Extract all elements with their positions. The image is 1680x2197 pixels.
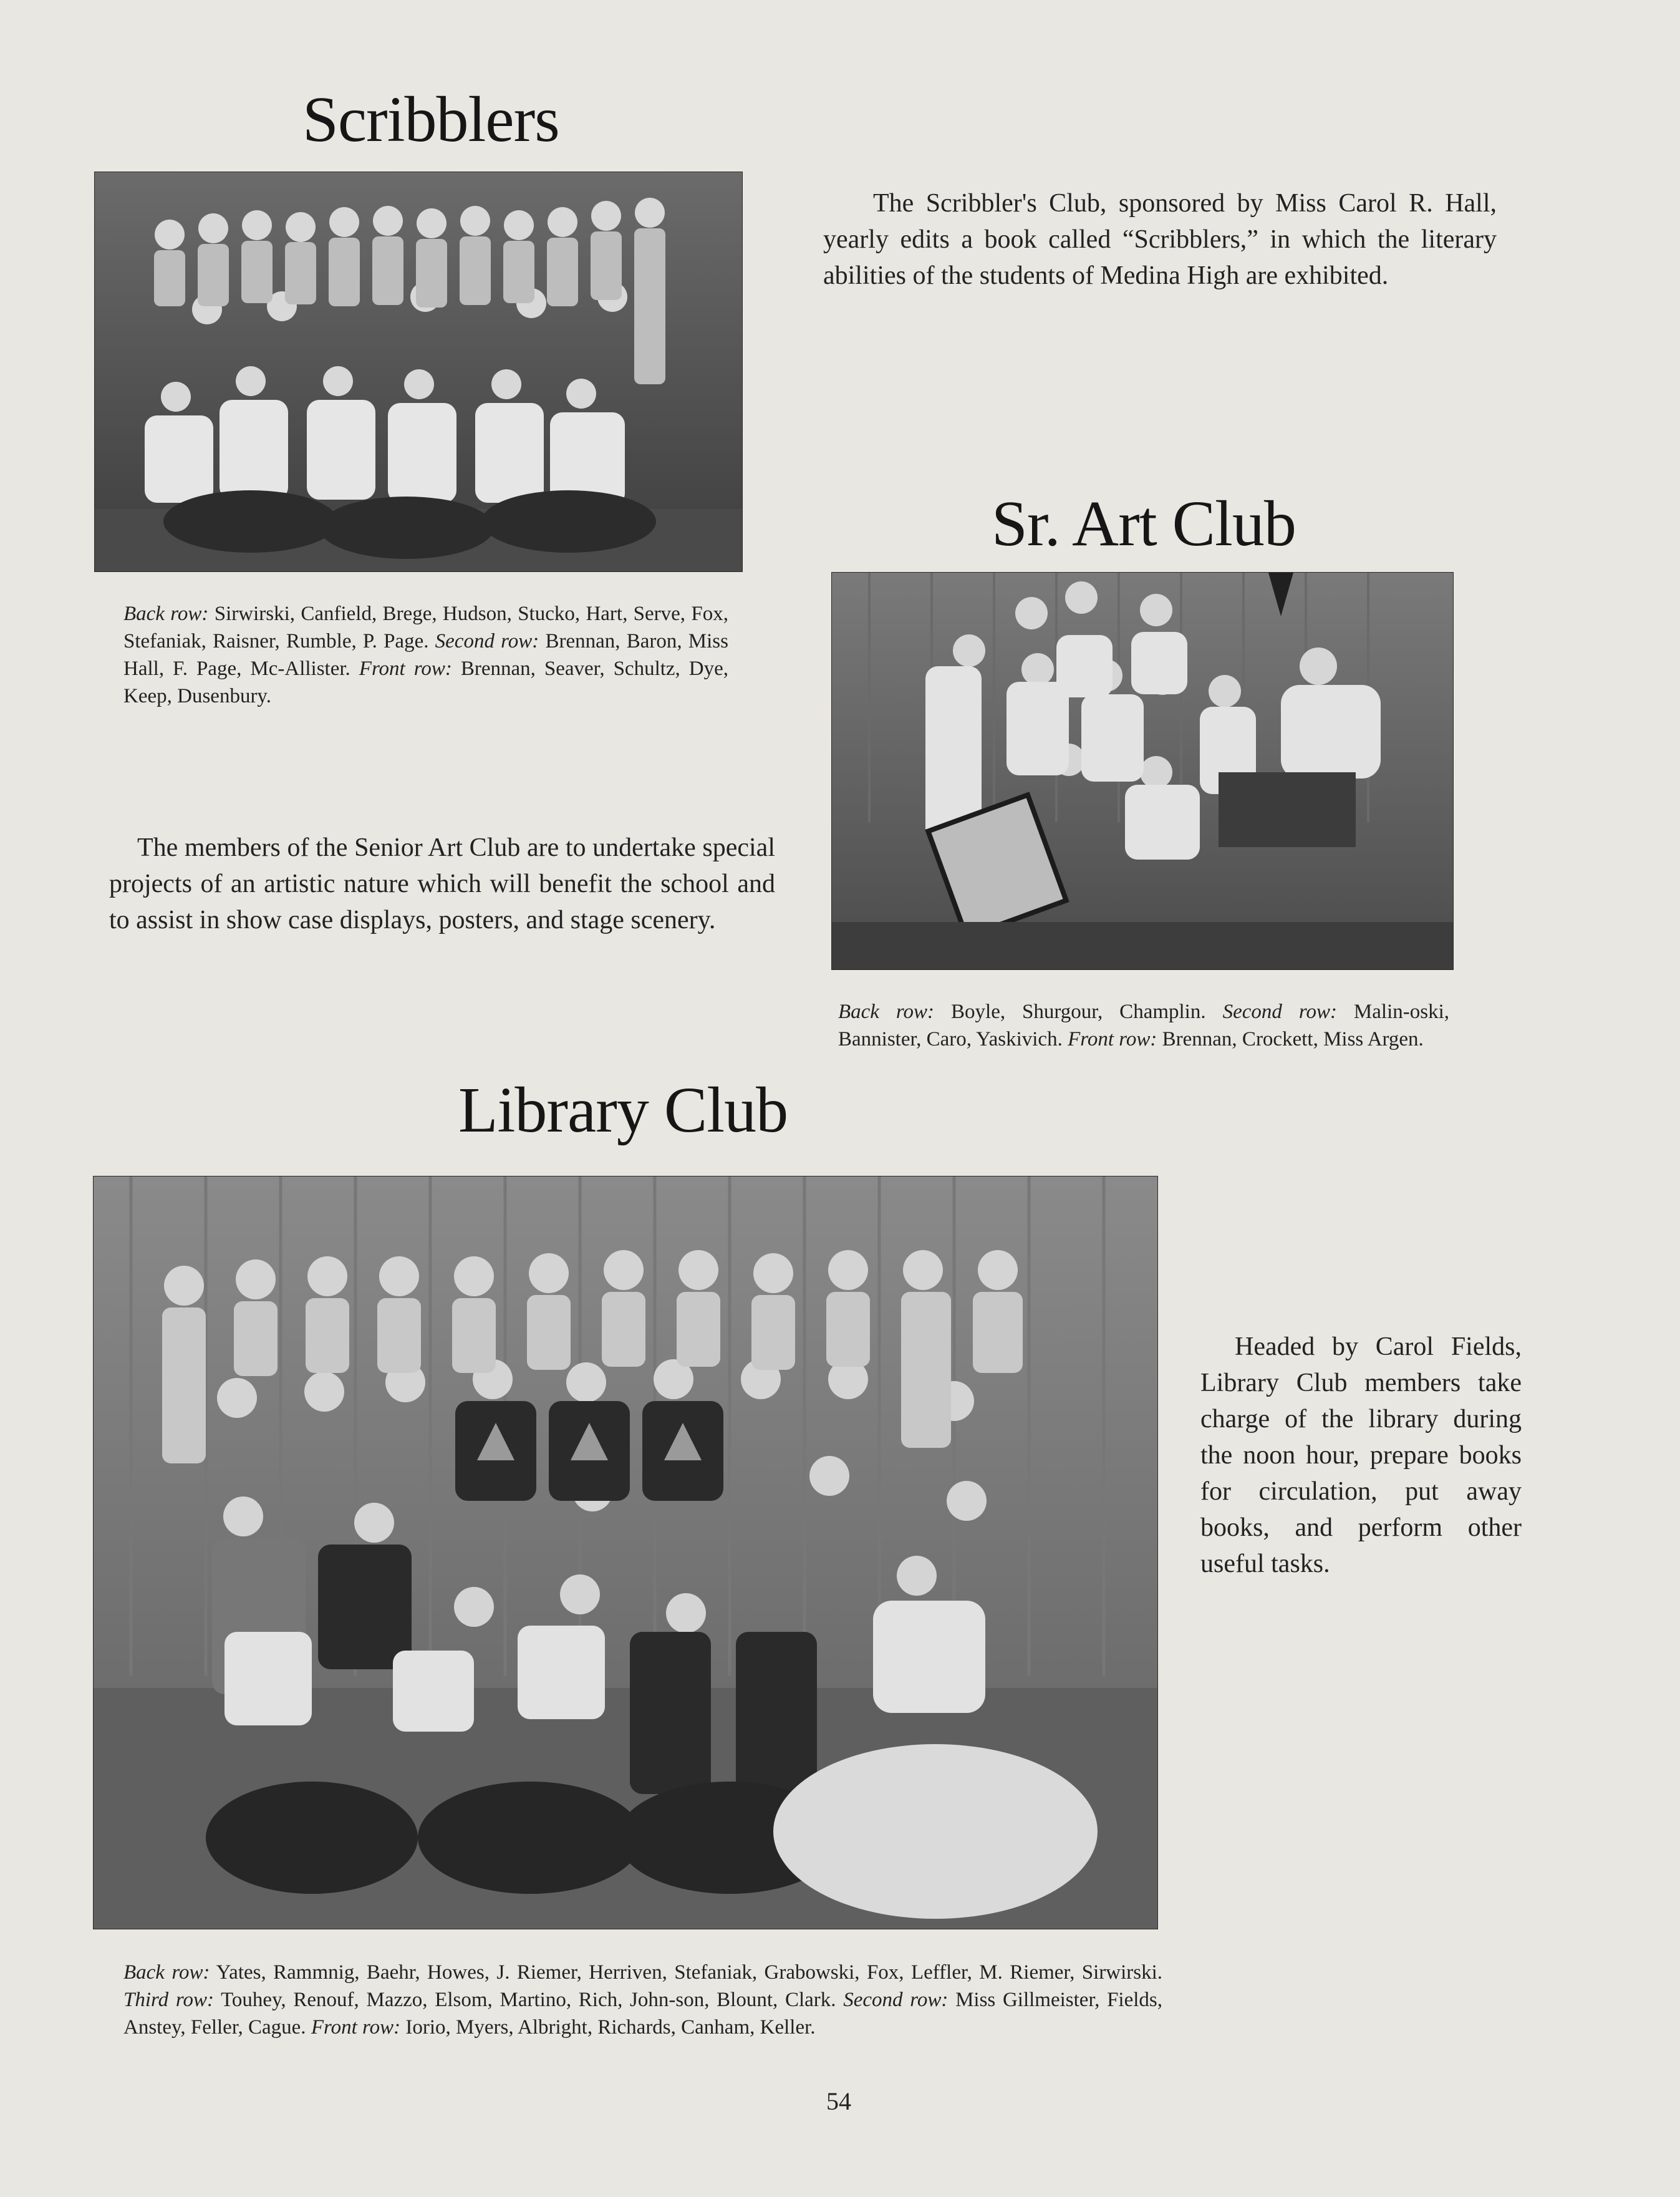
- scribblers-title: Scribblers: [302, 84, 559, 155]
- library-club-caption-back-names: Yates, Rammnig, Baehr, Howes, J. Riemer, Herriven, Stefaniak, Grabowski, Fox, Leffler, M. Riemer, Sirwirski.: [210, 1961, 1162, 1984]
- scribblers-group-photo: [95, 172, 742, 571]
- library-club-caption-third-names: Touhey, Renouf, Mazzo, Elsom, Martino, Rich, John-son, Blount, Clark.: [213, 1989, 844, 2011]
- library-club-caption-second-label: Second row:: [843, 1989, 949, 2011]
- scribblers-caption-back-label: Back row:: [123, 603, 209, 625]
- scribblers-caption-front-label: Front row:: [359, 657, 452, 680]
- library-club-title: Library Club: [458, 1074, 788, 1146]
- art-club-caption-front-label: Front row:: [1068, 1028, 1157, 1050]
- art-club-caption-second-names: Malin-oski, Bannister, Caro, Yaskivich.: [838, 1001, 1450, 1050]
- library-club-caption-front-names: Iorio, Myers, Albright, Richards, Canham, Keller.: [400, 2016, 816, 2039]
- art-club-caption-back-names: Boyle, Shurgour, Champlin.: [934, 1001, 1223, 1023]
- scribblers-caption-second-names: Brennan, Baron, Miss Hall, F. Page, Mc-Allister.: [123, 630, 728, 680]
- library-club-caption-front-label: Front row:: [311, 2016, 401, 2039]
- library-club-caption-third-label: Third row:: [123, 1989, 214, 2011]
- art-club-group-photo: [832, 573, 1453, 969]
- scribblers-caption-back-names: Sirwirski, Canfield, Brege, Hudson, Stucko, Hart, Serve, Fox, Stefaniak, Raisner, Rumble, P. Page.: [123, 603, 728, 652]
- scribblers-caption-second-label: Second row:: [435, 630, 539, 652]
- art-club-description: The members of the Senior Art Club are to undertake special projects of an artistic nature which will benefit the school and to assist in show case displays, posters, and stage scenery.: [109, 833, 775, 934]
- library-club-description: Headed by Carol Fields, Library Club members take charge of the library during the noon hour, prepare books for circulation, put away books, and perform other useful tasks.: [1200, 1332, 1522, 1578]
- scribblers-caption-front-names: Brennan, Seaver, Schultz, Dye, Keep, Dusenbury.: [123, 657, 729, 707]
- library-club-caption-second-names: Miss Gillmeister, Fields, Anstey, Feller, Cague.: [123, 1989, 1162, 2039]
- library-club-caption-back-label: Back row:: [123, 1961, 210, 1984]
- scribblers-caption: [123, 600, 728, 710]
- art-club-caption-back-label: Back row:: [838, 1001, 935, 1023]
- page-number: 54: [826, 2087, 851, 2115]
- library-club-caption: [123, 1959, 1162, 2041]
- art-club-caption-front-names: Brennan, Crockett, Miss Argen.: [1157, 1028, 1424, 1050]
- scribblers-description: The Scribbler's Club, sponsored by Miss Carol R. Hall, yearly edits a book called “Scribblers,” in which the literary abilities of the students of Medina High are exhibited.: [823, 189, 1497, 290]
- library-club-group-photo: [94, 1176, 1157, 1929]
- art-club-title: Sr. Art Club: [992, 488, 1296, 560]
- art-club-caption-second-label: Second row:: [1222, 1001, 1337, 1023]
- art-club-caption: [838, 998, 1449, 1053]
